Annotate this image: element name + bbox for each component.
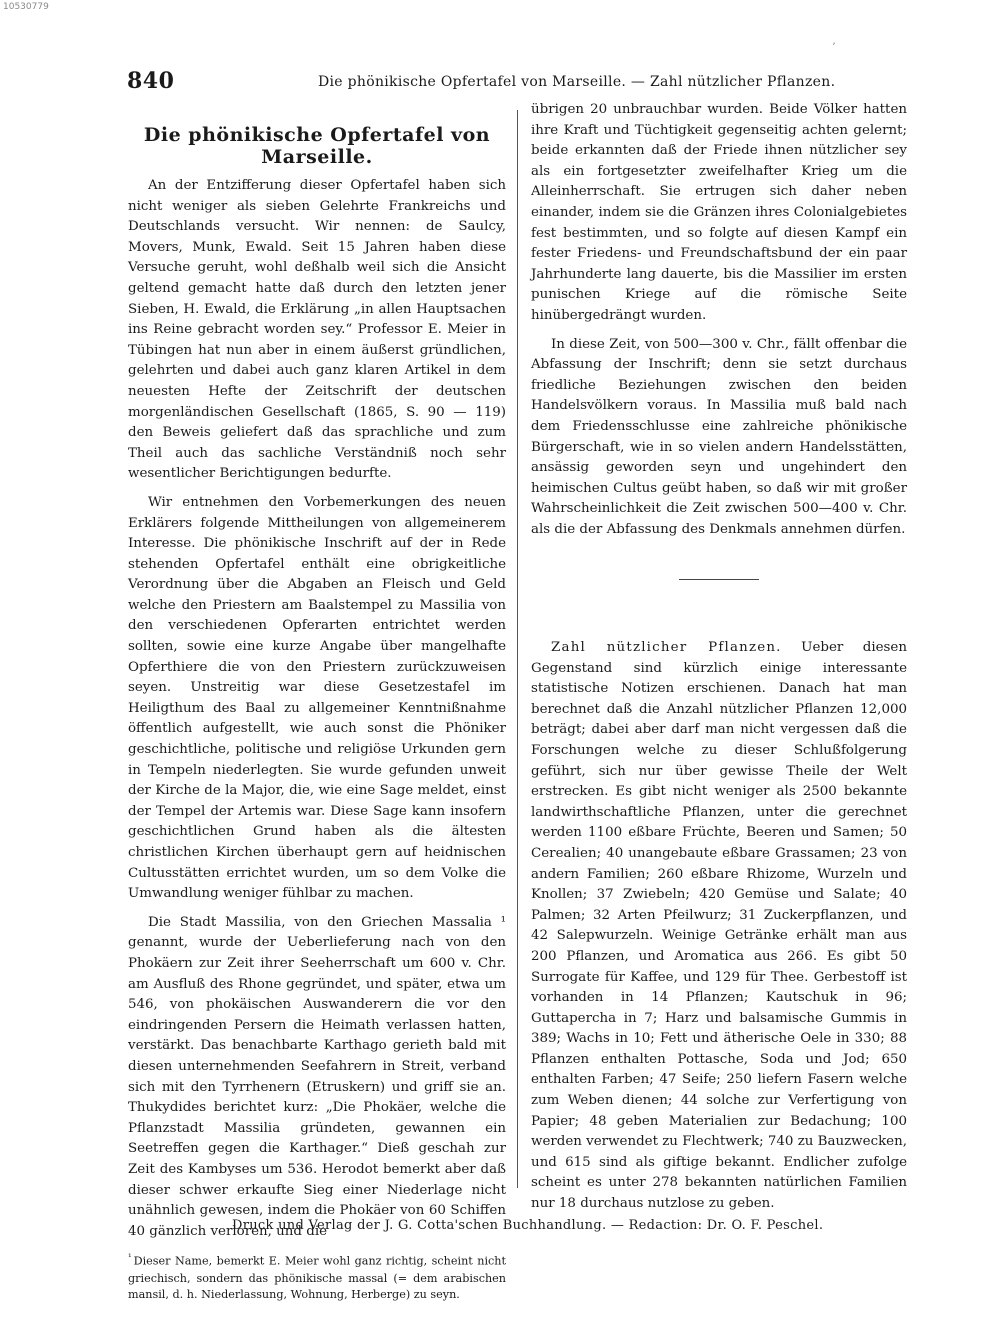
article-paragraph: Wir entnehmen den Vorbemerkungen des neuen Erklärers folgende Mittheilungen von allgemeinerem Interesse. Die phönikische Inschrift auf der in Rede stehenden Opfertafel enthält eine obrigkeitliche Verordnung über die Abgaben an Fleisch und Geld welche den Priestern am Baalstempel zu Massilia von den verschiedenen Opferarten entrichtet werden sollten, sowie eine kurze Angabe über mangelhafte Opferthiere die von den Priestern zurückzuweisen seyen. Unstreitig war diese Gesetzestafel im Heiligthum des Baal zu allgemeiner Kenntnißnahme öffentlich aufgestellt, wie auch sonst die Phöniker geschichtliche, politische und religiöse Urkunden gern in Tempeln niederlegten. Sie wurde gefunden unweit der Kirche de la Major, die, wie eine Sage meldet, einst der Tempel der Artemis war. Diese Sage kann insofern geschichtlichen Grund haben als die ältesten christlichen Kirchen überhaupt gern auf heidnischen Cultusstätten errichtet wurden, um so dem Volke die Umwandlung weniger fühlbar zu machen. — [128, 494, 506, 902]
right-column-bottom — [531, 638, 907, 1215]
article-paragraph: In diese Zeit, von 500—300 v. Chr., fällt offenbar die Abfassung der Inschrift; denn sie setzt durchaus friedliche Beziehungen zwischen den beiden Handelsvölkern voraus. In Massilia muß bald nach dem Friedensschlusse eine zahlreiche phönikische Bürgerschaft, wie in so vielen andern Handelsstätten, ansässig geworden seyn und ungehindert den heimischen Cultus geübt haben, so daß wir mit großer Wahrscheinlichkeit die Zeit zwischen 500—400 v. Chr. als die der Abfassung des Denkmals annehmen dürfen. — [531, 336, 907, 537]
page-number: 840 — [127, 68, 175, 94]
footnote-text: Dieser Name, bemerkt E. Meier wohl ganz richtig, scheint nicht griechisch, sondern das phönikische massal (= dem arabischen mansil, d. h. Niederlassung, Wohnung, Herberge) zu seyn. — [128, 1255, 506, 1302]
article2-paragraph — [531, 638, 907, 1215]
article2-lead: Zahl nützlicher Pflanzen. — [551, 640, 782, 655]
article2-text: Ueber diesen Gegenstand sind kürzlich einige interessante statistische Notizen erschienen. Danach hat man berechnet daß die Anzahl nützlicher Pflanzen 12,000 beträgt; dabei aber darf man nicht vergessen daß die Forschungen welche zu dieser Schlußfolgerung geführt, sich nur über gewisse Theile der Welt erstrecken. Es gibt nicht weniger als 2500 bekannte landwirthschaftliche Pflanzen, unter die gerechnet werden 1100 eßbare Früchte, Beeren und Samen; 50 Cerealien; 40 unangebaute eßbare Grassamen; 23 von andern Familien; 260 eßbare Rhizome, Wurzeln und Knollen; 37 Zwiebeln; 420 Gemüse und Salate; 40 Palmen; 32 Arten Pfeilwurz; 31 Zuckerpflanzen, und 42 Salepwurzeln. Weinige Getränke erhält man aus 200 Pflanzen, und Aromatica aus 266. Es gibt 50 Surrogate für Kaffee, und 129 für Thee. Gerbestoff ist vorhanden in 14 Pflanzen; Kautschuk in 96; Guttapercha in 7; Harz und balsamische Gummis in 389; Wachs in 10; Fett und ätherische Oele in 330; 88 Pflanzen enthalten Pottasche, Soda und Jod; 650 enthalten Farben; 47 Seife; 250 liefern Fasern welche zum Weben dienen; 44 solche zur Verfertigung von Papier; 48 geben Materialien zur Bedachung; 100 werden verwendet zu Flechtwerk; 740 zu Bauzwecken, und 615 sind als giftige bekannt. Endlicher zufolge scheint es unter 278 bekannten natürlichen Familien nur 18 durchaus nutzlose zu geben. — [531, 640, 907, 1212]
article-paragraph: Die Stadt Massilia, von den Griechen Massalia ¹ genannt, wurde der Ueberlieferung nach von den Phokäern zur Zeit ihrer Seeherrschaft um 600 v. Chr. am Ausfluß des Rhone gegründet, und später, etwa um 546, von phokäischen Auswanderern die vor den eindringenden Persern die Heimath verlassen hatten, verstärkt. Das benachbarte Karthago gerieth bald mit diesen unternehmenden Seefahrern in Streit, verband sich mit den Tyrrhenern (Etruskern) und griff sie an. Thukydides berichtet kurz: „Die Phokäer, welche die Pflanzstadt Massilia gründeten, gewannen ein Seetreffen gegen die Karthager.“ Dieß geschah zur Zeit des Kambyses um 536. Herodot bemerkt aber daß dieser schwer erkaufte Sieg einer Niederlage nicht unähnlich gewesen, indem die Phokäer von 60 Schiffen 40 gänzlich verloren, und die — [128, 914, 506, 1239]
article-paragraph-continued: übrigen 20 unbrauchbar wurden. Beide Völker hatten ihre Kraft und Tüchtigkeit gegenseitig achten gelernt; beide erkannten daß der Friede ihnen nützlicher sey als ein fortgesetzter zweifelhafter Krieg um die Alleinherrschaft. Sie ertrugen sich daher neben einander, indem sie die Gränzen ihres Colonialgebietes fest bestimmten, und so folgte auf diesen Kampf ein fester Friedens- und Freundschaftsbund der ein paar Jahrhunderte lang dauerte, bis die Massilier im ersten punischen Kriege auf die römische Seite hinübergedrängt wurden. — [531, 102, 907, 323]
section-separator — [679, 579, 759, 580]
margin-mark: ʼ — [832, 42, 836, 53]
left-column — [128, 106, 506, 1304]
footnote-mark: ¹ — [128, 1253, 132, 1264]
imprint: Druck und Verlag der J. G. Cotta'schen Buchhandlung. — Redaction: Dr. O. F. Peschel. — [232, 1218, 824, 1233]
scan-id: 10530779 — [3, 2, 49, 12]
article-title: Die phönikische Opfertafel von Marseille. — [143, 124, 491, 168]
column-rule — [517, 110, 518, 1188]
running-head: Die phönikische Opfertafel von Marseille. — Zahl nützlicher Pflanzen. — [318, 74, 836, 90]
footnote — [128, 1250, 506, 1304]
right-column-top — [531, 100, 907, 540]
article-paragraph: An der Entzifferung dieser Opfertafel haben sich nicht weniger als sieben Gelehrte Frankreichs und Deutschlands versucht. Wir nennen: de Saulcy, Movers, Munk, Ewald. Seit 15 Jahren haben diese Versuche geruht, wohl deßhalb weil sich die Ansicht geltend gemacht hatte daß durch den letzten jener Sieben, H. Ewald, die Erklärung „in allen Hauptsachen ins Reine gebracht worden sey.“ Professor E. Meier in Tübingen hat nun aber in einem äußerst gründlichen, gelehrten und dabei auch ganz klaren Artikel in dem neuesten Hefte der Zeitschrift der deutschen morgenländischen Gesellschaft (1865, S. 90 — 119) den Beweis geliefert daß das sprachliche und zum Theil auch das sachliche Verständniß noch sehr wesentlicher Berichtigungen bedurfte. — [128, 178, 506, 482]
